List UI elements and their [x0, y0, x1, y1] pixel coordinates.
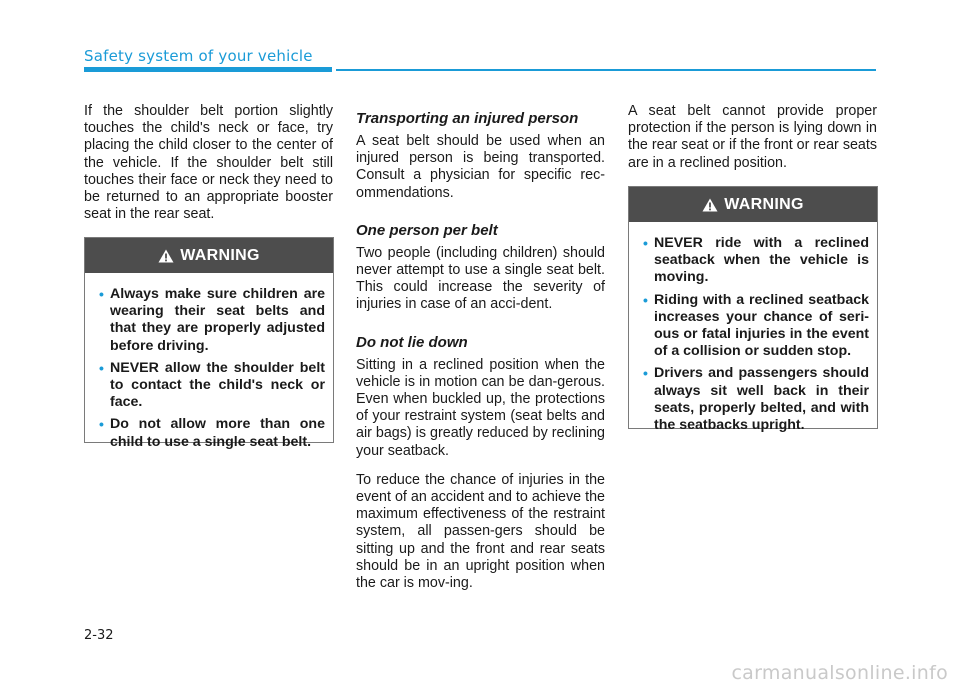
warning-triangle-icon [158, 249, 174, 263]
watermark: carmanualsonline.info [731, 662, 948, 684]
body-paragraph: If the shoulder belt portion slightly touches the child's neck or face, try placing the child closer to the center of the vehicle. If the shoulder belt still touches their face or neck they need to be returned to an appropriate booster seat in the rear seat. [84, 103, 333, 223]
bullet-icon: • [99, 359, 104, 376]
body-paragraph: To reduce the chance of injuries in the event of an accident and to achieve the maximum effectiveness of the restraint system, all passen-gers should be sitting up and the front and rear seats should be in an upright position when the car is mov-ing. [356, 471, 605, 592]
section-header-title: Safety system of your vehicle [84, 47, 313, 65]
warning-title: WARNING [724, 195, 804, 213]
header-rule-thin [336, 69, 876, 71]
page-number: 2-32 [84, 628, 114, 643]
warning-box-children [84, 237, 334, 450]
warning-header [629, 187, 877, 222]
section-heading: Do not lie down [356, 333, 468, 351]
column-middle [356, 110, 605, 604]
warning-header [85, 238, 333, 273]
column-left [84, 103, 333, 235]
bullet-icon: • [643, 235, 648, 251]
bullet-icon: • [99, 286, 104, 302]
column-right [628, 103, 877, 184]
section-heading: One person per belt [356, 221, 498, 239]
body-paragraph: Sitting in a reclined position when the vehicle is in motion can be dan-gerous. Even when buckled up, the protections of your restraint system (seat belts and air bags) is greatly reduced by reclining your seatback. [356, 356, 605, 459]
bullet-icon: • [99, 416, 104, 433]
warning-box-reclined [628, 186, 878, 434]
bullet-icon: • [643, 365, 648, 382]
warning-list [629, 222, 877, 449]
warning-item: • NEVER allow the shoulder belt to contact the child's neck or face. [99, 359, 325, 411]
warning-triangle-icon [702, 198, 718, 212]
warning-item: • Drivers and passengers should always sit well back in their seats, properly belted, and with the seatbacks upright. [643, 365, 869, 434]
warning-item: • Always make sure children are wearing their seat belts and that they are properly adjusted before driving. [99, 286, 325, 354]
bullet-icon: • [643, 291, 648, 308]
header-rule-thick [84, 67, 332, 72]
warning-item: • NEVER ride with a reclined seatback when the vehicle is moving. [643, 235, 869, 286]
warning-list [85, 273, 333, 466]
section-heading: Transporting an injured person [356, 110, 579, 127]
body-paragraph: A seat belt should be used when an injured person is being transported. Consult a physician for specific rec-ommendations. [356, 133, 605, 201]
warning-item: • Do not allow more than one child to use a single seat belt. [99, 416, 325, 450]
warning-item: • Riding with a reclined seatback increases your chance of seri-ous or fatal injuries in the event of a collision or sudden stop. [643, 291, 869, 360]
body-paragraph: Two people (including children) should never attempt to use a single seat belt. This could increase the severity of injuries in case of an acci-dent. [356, 244, 605, 313]
body-paragraph: A seat belt cannot provide proper protection if the person is lying down in the rear seat or if the front or rear seats are in a reclined position. [628, 103, 877, 171]
warning-title: WARNING [180, 246, 260, 264]
